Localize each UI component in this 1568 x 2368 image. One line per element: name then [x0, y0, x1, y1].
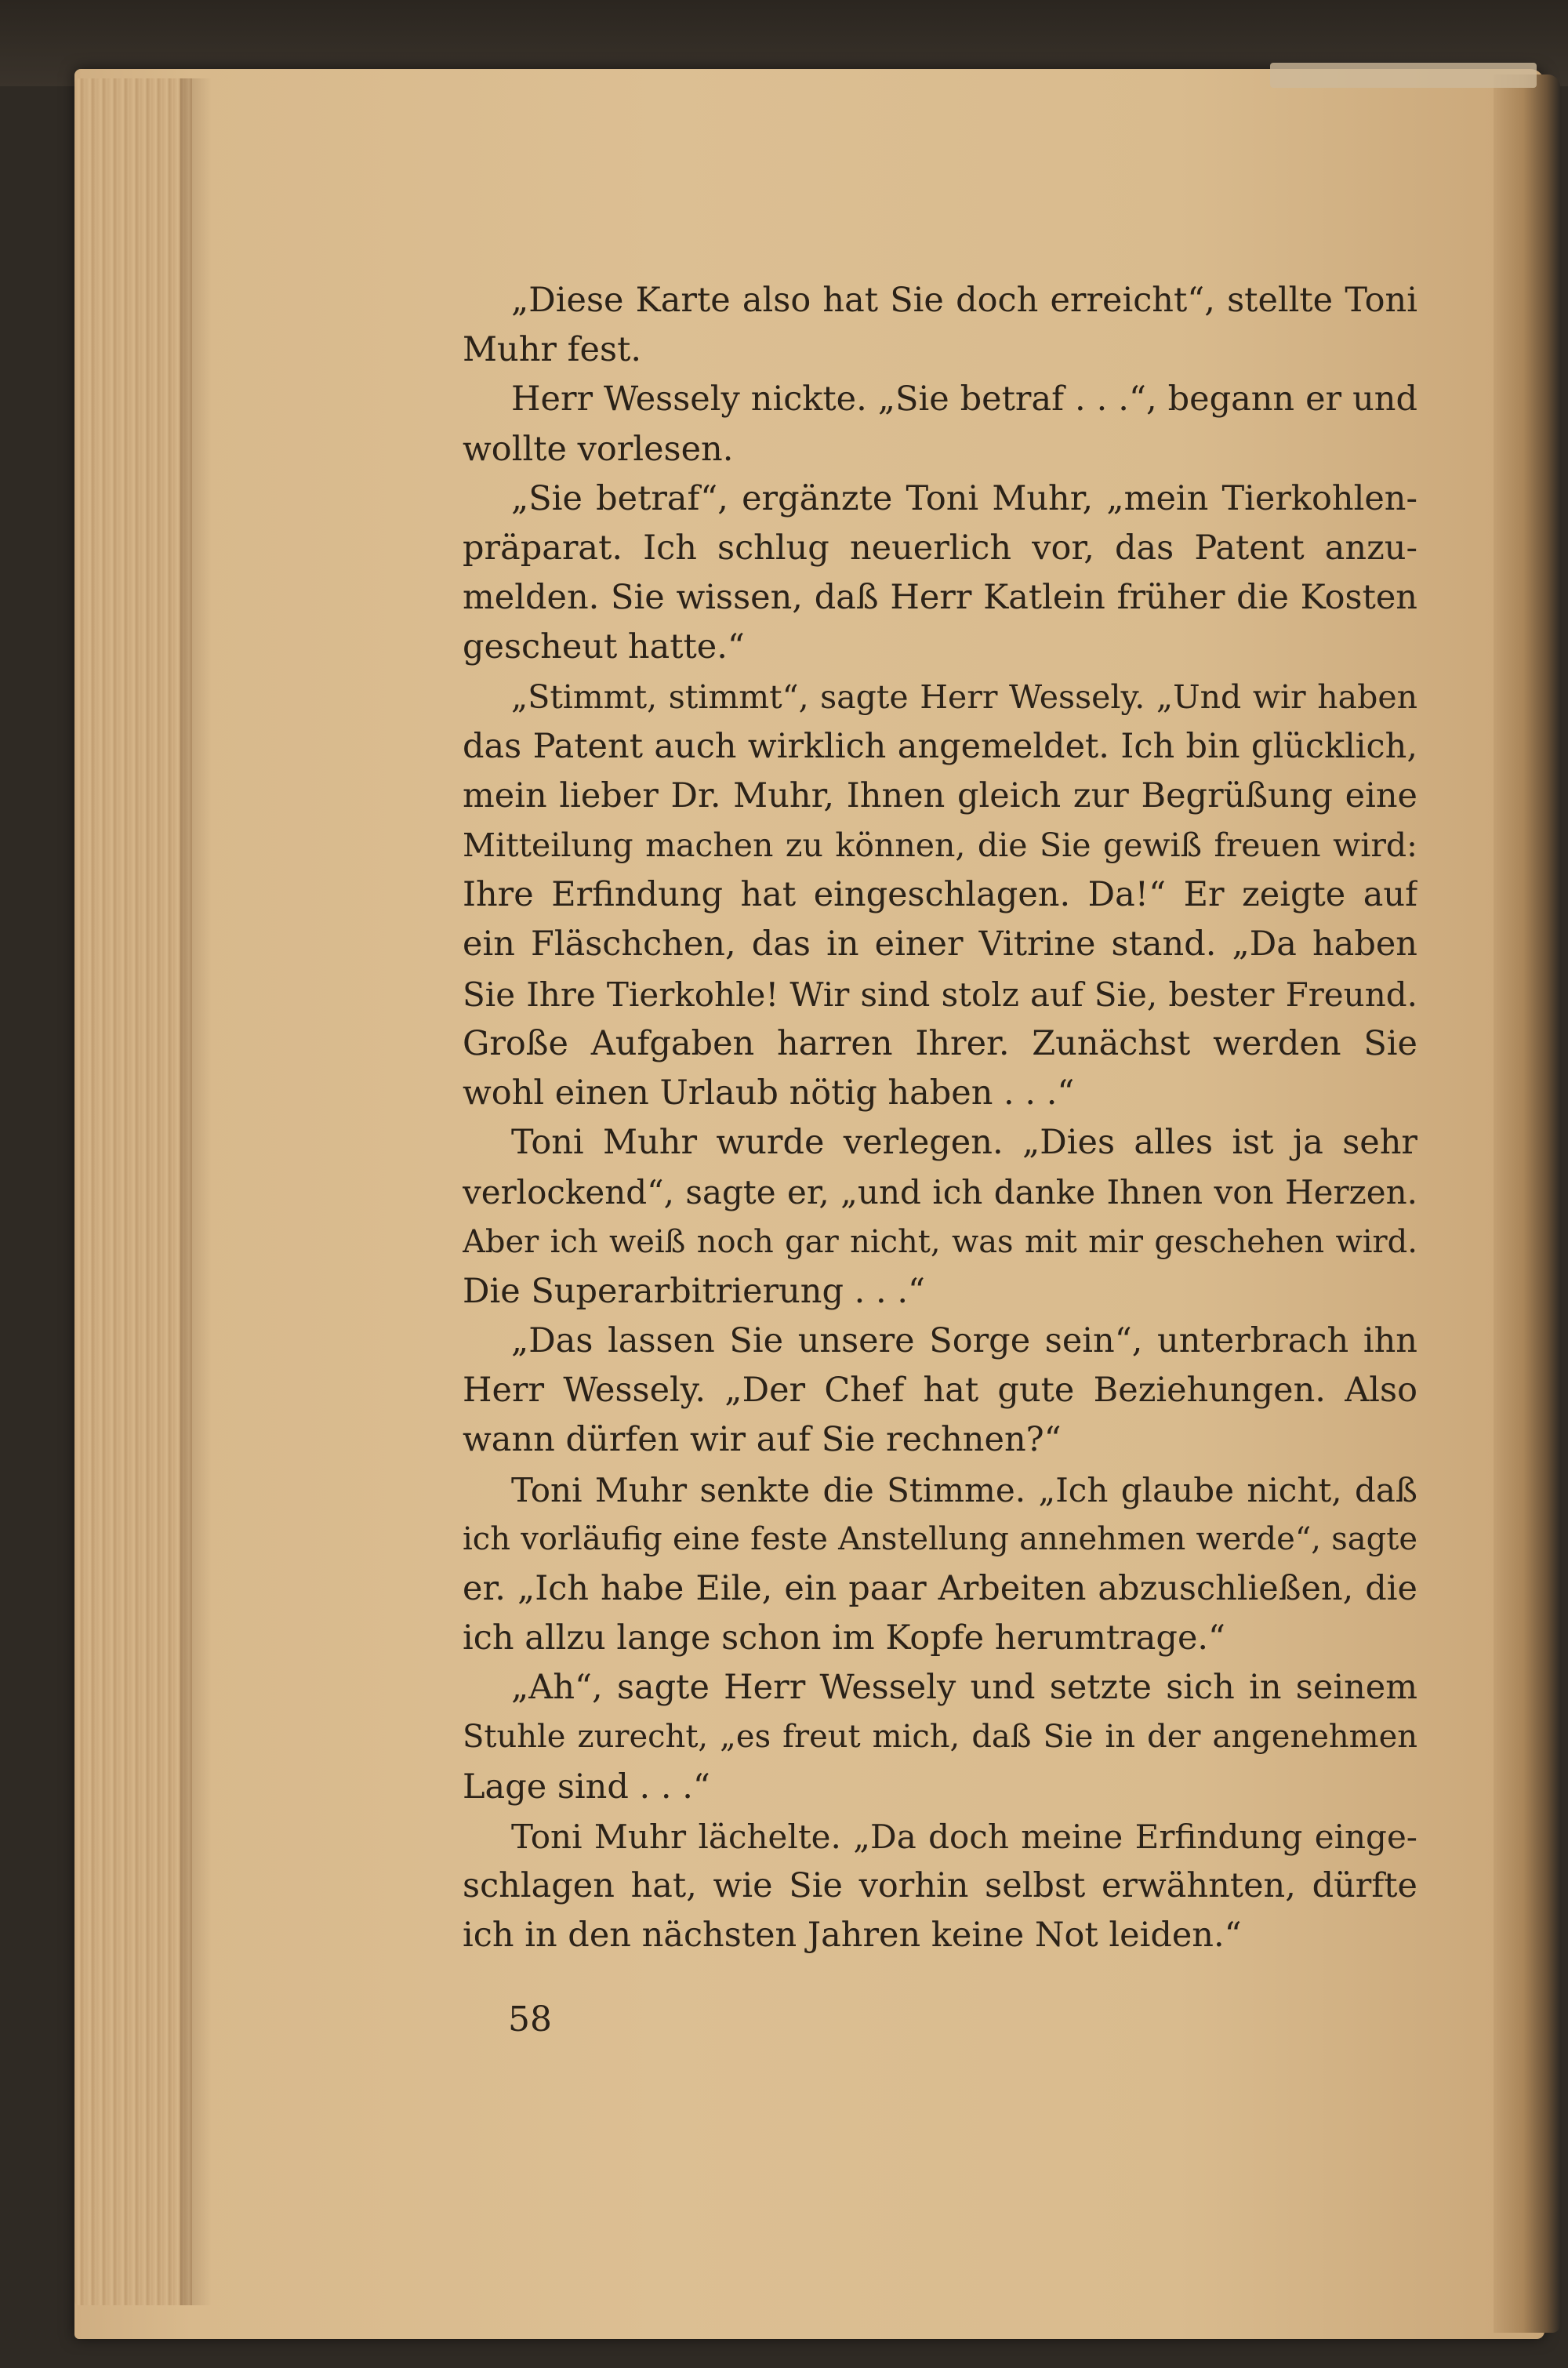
text-line: Toni Muhr lächelte. „Da doch meine Erfindung einge-: [511, 1817, 1417, 1856]
text-line: Stuhle zurecht, „es freut mich, daß Sie in der angenehmen: [463, 1719, 1417, 1756]
text-line: Toni Muhr senkte die Stimme. „Ich glaube nicht, daß: [511, 1470, 1417, 1509]
text-line: „Stimmt, stimmt“, sagte Herr Wessely. „Und wir haben: [511, 677, 1417, 716]
text-line: verlockend“, sagte er, „und ich danke Ihnen von Herzen.: [463, 1173, 1417, 1212]
text-line: Mitteilung machen zu können, die Sie gewiß freuen wird:: [463, 826, 1417, 865]
text-line: er. „Ich habe Eile, ein paar Arbeiten abzuschließen, die: [463, 1568, 1417, 1608]
text-line: wohl einen Urlaub nötig haben . . .“: [463, 1073, 1075, 1113]
text-line: wann dürfen wir auf Sie rechnen?“: [463, 1420, 1062, 1460]
text-line: Große Aufgaben harren Ihrer. Zunächst werden Sie: [463, 1023, 1417, 1063]
text-line: ein Fläschchen, das in einer Vitrine stand. „Da haben: [463, 924, 1417, 964]
text-line: „Sie betraf“, ergänzte Toni Muhr, „mein Tierkohlen-: [511, 478, 1417, 518]
text-line: wollte vorlesen.: [463, 429, 734, 469]
text-line: Aber ich weiß noch gar nicht, was mit mir geschehen wird.: [463, 1223, 1417, 1260]
text-line: präparat. Ich schlug neuerlich vor, das Patent anzu-: [463, 528, 1417, 568]
text-line: ich allzu lange schon im Kopfe herumtrage.“: [463, 1618, 1226, 1658]
text-line: schlagen hat, wie Sie vorhin selbst erwähnten, dürfte: [463, 1866, 1417, 1905]
text-line: Lage sind . . .“: [463, 1767, 710, 1807]
text-line: Sie Ihre Tierkohle! Wir sind stolz auf Sie, bester Freund.: [463, 975, 1417, 1014]
page-number: 58: [508, 1999, 552, 2039]
text-line: Muhr fest.: [463, 330, 642, 370]
text-line: Herr Wessely nickte. „Sie betraf . . .“, begann er und: [511, 380, 1417, 419]
page-edges: [74, 78, 192, 2305]
text-line: das Patent auch wirklich angemeldet. Ich bin glücklich,: [463, 726, 1417, 766]
binding-tape: [1270, 63, 1537, 88]
text-line: Ihre Erfindung hat eingeschlagen. Da!“ Er zeigte auf: [463, 875, 1417, 915]
text-line: ich vorläufig eine feste Anstellung annehmen werde“, sagte: [463, 1520, 1417, 1557]
text-line: Die Superarbitrierung . . .“: [463, 1271, 925, 1311]
text-line: „Ah“, sagte Herr Wessely und setzte sich in seinem: [511, 1668, 1417, 1708]
text-line: Herr Wessely. „Der Chef hat gute Beziehungen. Also: [463, 1371, 1417, 1411]
body-text: [463, 276, 1417, 1960]
text-line: melden. Sie wissen, daß Herr Katlein früher die Kosten: [463, 578, 1417, 618]
text-line: „Diese Karte also hat Sie doch erreicht“, stellte Toni: [511, 281, 1417, 320]
text-line: „Das lassen Sie unsere Sorge sein“, unterbrach ihn: [511, 1320, 1417, 1360]
text-line: Toni Muhr wurde verlegen. „Dies alles ist ja sehr: [511, 1123, 1417, 1163]
book-gutter: [1494, 74, 1560, 2333]
text-line: ich in den nächsten Jahren keine Not leiden.“: [463, 1916, 1242, 1956]
text-line: mein lieber Dr. Muhr, Ihnen gleich zur Begrüßung eine: [463, 775, 1417, 815]
text-line: gescheut hatte.“: [463, 627, 745, 667]
page-edge-shadow: [180, 78, 212, 2305]
